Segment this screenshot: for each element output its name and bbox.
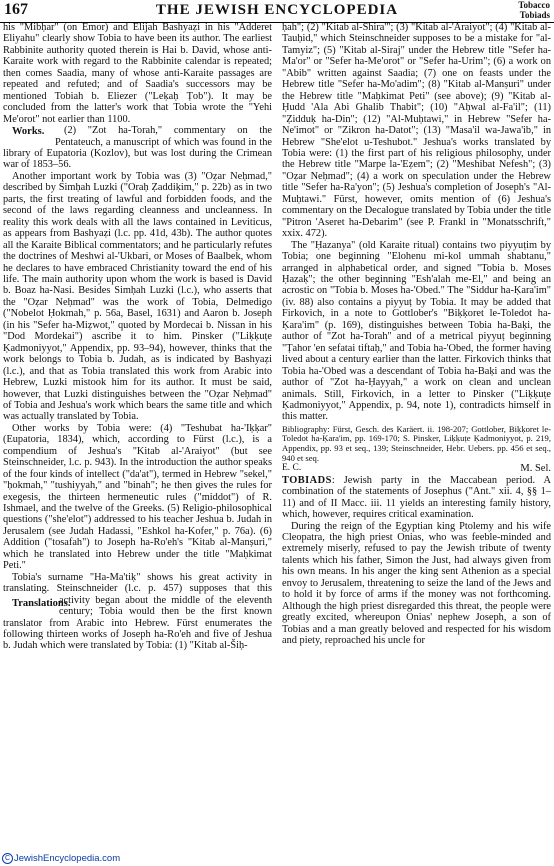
paragraph-text: (2) "Zot ha-Torah," commentary on the Pentateuch, a manuscript of which was found in the library of Eupatoria (Kozlov), but was lost during the Crimean war of 1853–56. bbox=[3, 125, 272, 171]
side-heading-translations: Translations. bbox=[12, 597, 71, 609]
page-header bbox=[0, 0, 554, 23]
entry-tobiads bbox=[282, 475, 551, 521]
right-column bbox=[282, 22, 551, 850]
left-column bbox=[3, 22, 272, 850]
page-number: 167 bbox=[4, 1, 28, 18]
bibliography: Bibliography: Fürst, Gesch. des Karäert. ii. 198-207; Gottlober, Biḳḳoret le-Toledot ha-Ḳara'im, pp. 169-170; S. Pinsker, Liḳḳuṭe Ḳadmoniyyot, p. 219, Appendix, pp. 93 et seq., 139; Steinschneider, Hebr. Uebers. pp. 456 et seq., 940 et seq. bbox=[282, 423, 551, 463]
signature-right: M. Sel. bbox=[520, 463, 551, 475]
side-heading-works: Works. bbox=[12, 126, 45, 138]
catchword-line-2: Tobiads bbox=[519, 10, 550, 20]
catchword bbox=[518, 0, 550, 20]
signature-left: E. C. bbox=[282, 463, 302, 474]
footer bbox=[0, 851, 554, 866]
paragraph: his "Mibḥar" (on Emor) and Elijah Bashyaẓi in his "Adderet Eliyahu" clearly show Tobia to have been its author. The earliest Rabbinite authority quoted therein is Hai b. David, whose anti-Karaite work with regard to the Rabbinite calendar is repeated; then comes Saadia, many of whose anti-Karaite passages are repeated and refuted; and of Saadia's successors may be mentioned Tobiah b. Eliezer ("Leḳaḥ Ṭob"). It may be concluded from the latter's work that Tobia wrote the "Yehi Me'orot" not earlier than 1100. bbox=[3, 22, 272, 125]
entry-title: TOBIADS bbox=[282, 474, 332, 486]
paragraph: Another important work by Tobia was (3) "Oẓar Neḥmad," described by Simḥah Luzki ("Oraḥ Ẓaddiḳim," p. 22b) as in two parts, the first treating of lawful and forbidden foods, and the second of the laws regarding cleanness and uncleanness. In reality this work deals with all the laws contained in Leviticus, as appears from Bashyaẓi (l.c. pp. 41d, 43b). The author quotes all the Karaite Biblical commentators; and he particularly refutes the doctrines of Meshwi al-'Ukbari, or Moses of Baalbek, whom he declares to have embraced Christianity toward the end of his life. The main authority upon whom the work is based is David b. Boaz ha-Nasi. Besides Simḥah Luzki (l.c.), who asserts that the "Oẓar Neḥmad" was the work of Tobia, Delmedigo ("Nobelot Ḥokmah," p. 56a, Basel, 1631) and Aaron b. Joseph (in his "Sefer ha-Miẓwot," quoted by Mordecai b. Nissan in his "Dod Mordekai") ascribe it to him. Pinsker ("Liḳḳuṭe Ḳadmoniyyot," Appendix, pp. 93–94), however, thinks that the work belongs to Tobia b. Judah, as is indicated by Bashyaẓi (l.c.), and that as Tobia translated this work from Arabic into Hebrew, Luzki mistook him for its author. It must be said, however, that Luzki distinguishes between the "Oẓar Neḥmad" of Tobia and Jeshua's work which bears the same title and which was actually translated by Tobia. bbox=[3, 170, 272, 423]
paragraph: The "Ḥazanya" (old Karaite ritual) contains two piyyuṭim by Tobia; one beginning "Elohenu mi-kol ummah shabtanu," arranged in alphabetical order, and signed "Tobia b. Moses Ḥazaḳ"; the other beginning "Esh'alah me-El," and being an acrostic on "Tobia b. Moses ha-'Obed." The "Siddur ha-Ḳara'im" (iv. 88) also contains a piyyuṭ by Tobia. It may be added that Firkovich, in a note to Gottlober's "Biḳḳoret le-Toledot ha-Ḳara'im" (p. 169), distinguishes between Tobia ha-Baḳi, the author of "Zot ha-Torah" and of a metrical piyyuṭ beginning "Ṭahor 'en sefatai tiftaḥ," and Tobia ha-'Obed, the former having lived about a century earlier than the latter. Firkovich thinks that Tobia ha-'Obed was a descendant of Tobia ha-Baḳi and was the author of "Zot ha-Ḥayyah," a work on clean and unclean animals. Still, Firkovich, in a letter to Pinsker ("Liḳḳuṭe Ḳadmoniyyot," Appendix, p. 94, note 1), contradicts himself in this matter. bbox=[282, 239, 551, 423]
paragraph: Other works by Tobia were: (4) "Teshubat ha-'Iḳḳar" (Eupatoria, 1834), which, according to Fürst (l.c.), is a compendium of Jeshua's "Kitab al-'Araiyot" (but see Steinschneider, l.c. p. 943). In the introduction the author speaks of the four kinds of intellect ("da'at"), termed in Hebrew "sekel," "ḥokmah," "tushiyyah," and "binah"; he then gives the rules for exegesis, the thirteen hermeneutic rules ("middot") of R. Ishmael, and the twelve of the Greeks. (5) Religio-philosophical questions ("she'elot") addressed to his teacher Jeshua b. Judah in Jerusalem (see Judah Hadassi, "Eshkol ha-Kofer," p. 76a). (6) Addition ("tosafah") to Joseph ha-Ro'eh's "Kitab al-Manṣuri," which he translated into Hebrew under the title "Maḥkimat Peti." bbox=[3, 422, 272, 572]
paragraph-text: of the eleventh century; Tobia would then be the first known translator from Arabic into Hebrew. Fürst enumerates the following thirteen works of Joseph ha-Ro'eh and five of Jeshua b. Judah which were translated by Tobia: (1) "Kitab al-Šiḥ- bbox=[3, 594, 272, 652]
running-title: THE JEWISH ENCYCLOPEDIA bbox=[155, 2, 399, 18]
paragraph-text: : Jewish party in the Maccabean period. A combination of the statements of Josephus ("Ant." xii. 4, §§ 1–11) and of II Macc. iii. 11 yields an interesting family history, which, however, requires critical examination. bbox=[282, 474, 551, 521]
site-credit-link[interactable] bbox=[2, 853, 120, 864]
paragraph-works bbox=[3, 125, 272, 171]
site-credit-text[interactable]: JewishEncyclopedia.com bbox=[14, 853, 121, 865]
signature-line bbox=[282, 463, 551, 474]
copyright-icon: C bbox=[2, 853, 13, 864]
paragraph: ḥah"; (2) "Kitab al-Shira'"; (3) "Kitab al-'Araiyot"; (4) "Kitab al-Tauḥid," which Steinschneider supposes to be a mistake for "al-Tamyiz"; (5) "Kitab al-Siraj" under the Hebrew title "Sefer ha-Ma'or" or "Sefer ha-Me'orot" or "Sefer ha-Urim"; (6) a work on "Abib" written against Saadia; (7) one on feasts under the Hebrew title "Sefer ha-Mo'adim"; (8) "Kitab al-Manṣuri" under the Hebrew title "Maḥkimat Peti" (see above); (9) "Kitab al-Ḥudd 'Ala Abi Ghalib Thabit"; (10) "Aḥwal al-Fa'il"; (11) "Ẓidduḳ ha-Din"; (12) "Al-Muḥtawi," in Hebrew "Sefer ha-Ne'imot" or "Zikron ha-Datot"; (13) "Masa'il wa-Jawa'ib," in Hebrew "She'elot u-Teshubot." Jeshua's works translated by Tobia were: (1) the first part of his religious philosophy, under the Hebrew title "Marpe la-'Eẓem"; (2) "Meshibat Nefesh"; (3) "Oẓar Neḥmad"; (4) a work on speculation under the Hebrew title "Sefer ha-Ra'yon"; (5) Jeshua's completion of Joseph's "Al-Muḥtawi." Fürst, however, omits mention of (6) Jeshua's commentary on the Decalogue translated by Tobia under the title "Pitron 'Aseret ha-Debarim" (see P. Frankl in "Monatsschrift," xxix. 472). bbox=[282, 22, 551, 240]
paragraph-text: Tobia's surname "Ha-Ma'tiḳ" shows his great activity in translating. Steinschneider (l.c. p. 457) supposes that this activity began about the middle bbox=[3, 571, 272, 606]
catchword-line-1: Tobacco bbox=[518, 0, 550, 10]
paragraph-translations bbox=[3, 572, 272, 652]
paragraph: During the reign of the Egyptian king Ptolemy and his wife Cleopatra, the high priest Onias, who was feeble-minded and extremely miserly, refused to pay the Jewish tribute of twenty talents which his father, Simon the Just, had always given from his own means. In his anger the king sent Athenion as a special envoy to Jerusalem, threatening to seize the land of the Jews and to hold it by force of arms if the money was not forthcoming. Although the high priest disregarded this threat, the people were greatly excited, whereupon Onias' nephew Joseph, a son of Tobias and a man greatly beloved and respected for his wisdom and piety, reproached his uncle for bbox=[282, 520, 551, 647]
